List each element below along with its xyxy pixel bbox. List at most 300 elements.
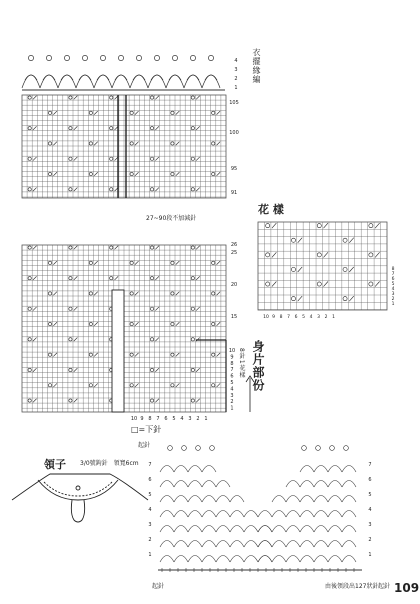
yarn-over-symbol [48, 322, 51, 325]
decrease-symbol [74, 338, 78, 342]
chain-arc [300, 541, 314, 548]
decrease-symbol [53, 353, 57, 357]
scallop-inner-arc [205, 75, 217, 80]
picot-loop [82, 55, 87, 60]
decrease-symbol [196, 276, 200, 280]
chain-arc [328, 541, 342, 548]
picot-loop [210, 446, 215, 451]
yarn-over-symbol [369, 282, 373, 286]
yarn-over-symbol [171, 322, 174, 325]
decrease-symbol [135, 111, 139, 115]
chain-arc [202, 511, 216, 518]
decrease-symbol [33, 126, 37, 130]
decrease-symbol [53, 322, 57, 326]
body-column-number: 9 [140, 416, 144, 422]
yarn-over-symbol [291, 297, 295, 301]
pattern-grid [258, 222, 387, 310]
decrease-symbol [94, 292, 98, 296]
chain-arc [272, 526, 286, 533]
picot-loop [182, 446, 187, 451]
decrease-symbol [349, 238, 354, 243]
scallop-inner-arc [79, 75, 91, 80]
chain-arc [202, 466, 216, 473]
yarn-over-symbol [212, 142, 215, 145]
pattern-column-number: 8 [279, 315, 283, 320]
yarn-over-symbol [191, 368, 194, 371]
decrease-symbol [94, 172, 98, 176]
yarn-over-symbol [89, 322, 92, 325]
yarn-over-symbol [291, 267, 295, 271]
decrease-symbol [33, 96, 37, 100]
pattern-row-number: 3 [391, 292, 395, 297]
decrease-symbol [135, 142, 139, 146]
chain-arc [300, 526, 314, 533]
collar-left-row-number: 6 [148, 477, 152, 483]
chain-arc [188, 511, 202, 518]
yarn-over-symbol [69, 338, 72, 341]
yarn-over-symbol [212, 384, 215, 387]
decrease-symbol [155, 157, 159, 161]
decrease-symbol [217, 172, 221, 176]
yarn-over-symbol [28, 399, 31, 402]
chain-arc [342, 481, 356, 488]
chain-arc [188, 556, 202, 563]
keyhole-opening [71, 500, 84, 522]
chain-arc [314, 481, 328, 488]
scallop-inner-arc [25, 75, 37, 80]
start-note-top: 起針 [138, 442, 151, 449]
chain-arc [188, 541, 202, 548]
yarn-over-symbol [130, 384, 133, 387]
chain-arc [188, 481, 202, 488]
yarn-over-symbol [150, 246, 153, 249]
chain-arc [314, 556, 328, 563]
chain-arc [160, 556, 174, 563]
chain-arc [300, 466, 314, 473]
pattern-column-number: 3 [317, 315, 320, 320]
yarn-over-symbol [110, 188, 113, 191]
yarn-over-symbol [48, 292, 51, 295]
decrease-symbol [155, 126, 159, 130]
page-number: 109 [394, 581, 420, 595]
decrease-symbol [53, 383, 57, 387]
collar-bottom-note: 由後領段出127狀針 [325, 583, 379, 590]
decrease-symbol [94, 142, 98, 146]
scallop-arc [94, 75, 112, 88]
yarn-over-symbol [212, 353, 215, 356]
pattern-row-number: 8 [391, 267, 395, 272]
chain-arc [244, 511, 258, 518]
decrease-symbol [33, 246, 37, 250]
decrease-symbol [33, 399, 37, 403]
yarn-over-symbol [28, 127, 31, 130]
chain-arc [230, 556, 244, 563]
decrease-symbol [74, 368, 78, 372]
yarn-over-symbol [150, 399, 153, 402]
decrease-symbol [74, 157, 78, 161]
lower-row-number: 15 [230, 314, 238, 320]
yarn-over-symbol [28, 246, 31, 249]
decrease-symbol [217, 111, 221, 115]
chain-arc [342, 526, 356, 533]
decrease-symbol [74, 188, 78, 192]
chain-arc [286, 496, 300, 503]
chain-arc [272, 496, 286, 503]
decrease-symbol [217, 322, 221, 326]
lower-row-number: 26 [230, 242, 238, 248]
yarn-over-symbol [212, 111, 215, 114]
decrease-symbol [155, 368, 159, 372]
chain-arc [258, 541, 272, 548]
yarn-over-symbol [343, 238, 347, 242]
body-column-number: 3 [188, 416, 192, 422]
chain-arc [314, 496, 328, 503]
chain-arc [300, 481, 314, 488]
repeat-note: 8針1花樣 [238, 348, 245, 379]
yarn-over-symbol [171, 172, 174, 175]
collar-right-row-number: 1 [368, 552, 372, 558]
yarn-over-symbol [150, 127, 153, 130]
trim-edge-scallops [22, 55, 225, 90]
yarn-over-symbol [212, 292, 215, 295]
chain-arc [342, 466, 356, 473]
picot-loop [118, 55, 123, 60]
decrease-symbol [196, 368, 200, 372]
yarn-over-symbol [69, 157, 72, 160]
yarn-over-symbol [171, 261, 174, 264]
legend-knit-stitch: □=下針 [131, 425, 162, 434]
chain-arc [328, 466, 342, 473]
yarn-over-symbol [89, 384, 92, 387]
picot-loop [28, 55, 33, 60]
decrease-symbol [74, 307, 78, 311]
trim-row-number: 2 [234, 76, 238, 82]
decrease-symbol [33, 188, 37, 192]
decrease-symbol [135, 261, 139, 265]
chain-arc [202, 496, 216, 503]
decrease-symbol [272, 252, 277, 257]
decrease-symbol [155, 276, 159, 280]
chain-arc [286, 526, 300, 533]
decrease-symbol [375, 281, 380, 286]
decrease-symbol [53, 261, 57, 265]
chain-arc [328, 526, 342, 533]
body-column-number: 5 [172, 416, 176, 422]
yarn-over-symbol [212, 261, 215, 264]
chain-arc [216, 481, 230, 488]
yarn-over-symbol [369, 253, 373, 257]
chain-arc [230, 526, 244, 533]
scallop-arc [166, 75, 184, 88]
yarn-over-symbol [191, 96, 194, 99]
start-note-bottom: 起針 [152, 583, 165, 590]
yarn-over-symbol [150, 96, 153, 99]
upper-row-number: 95 [230, 166, 238, 172]
yarn-over-symbol [266, 224, 270, 228]
yarn-over-symbol [28, 96, 31, 99]
picot-loop [196, 446, 201, 451]
decrease-symbol [217, 261, 221, 265]
yarn-over-symbol [191, 246, 194, 249]
chain-arc [202, 541, 216, 548]
chain-arc [342, 556, 356, 563]
collar-left-row-number: 1 [148, 552, 152, 558]
chain-arc [174, 556, 188, 563]
chain-arc [244, 526, 258, 533]
picot-loop [136, 55, 141, 60]
decrease-symbol [176, 292, 180, 296]
chain-arc [160, 496, 174, 503]
yarn-over-symbol [130, 353, 133, 356]
bottom-row-number: 2 [230, 399, 234, 406]
yarn-over-symbol [110, 157, 113, 160]
chain-arc [188, 526, 202, 533]
decrease-symbol [74, 246, 78, 250]
scallop-arc [58, 75, 76, 88]
decrease-symbol [94, 261, 98, 265]
yarn-over-symbol [171, 111, 174, 114]
collar-left-row-number: 2 [148, 537, 152, 543]
collar-button [76, 486, 80, 490]
yarn-over-symbol [89, 172, 92, 175]
decrease-symbol [196, 126, 200, 130]
yarn-over-symbol [28, 368, 31, 371]
pattern-row-number: 6 [391, 277, 395, 282]
chain-arc [230, 511, 244, 518]
yarn-over-symbol [69, 277, 72, 280]
body-column-number: 8 [148, 416, 152, 422]
decrease-symbol [94, 383, 98, 387]
decrease-symbol [196, 399, 200, 403]
scallop-arc [40, 75, 58, 88]
scallop-arc [202, 75, 220, 88]
yarn-over-symbol [110, 96, 113, 99]
decrease-symbol [298, 238, 303, 243]
yarn-over-symbol [89, 261, 92, 264]
decrease-symbol [375, 223, 380, 228]
picot-loop [344, 446, 349, 451]
chain-arc [244, 541, 258, 548]
yarn-over-symbol [171, 142, 174, 145]
upper-body-grid [22, 95, 226, 198]
picot-loop [100, 55, 105, 60]
decrease-symbol [94, 111, 98, 115]
yarn-over-symbol [150, 277, 153, 280]
decrease-symbol [323, 223, 328, 228]
decrease-symbol [74, 126, 78, 130]
collar-right-row-number: 2 [368, 537, 372, 543]
scallop-arc [184, 75, 202, 88]
yarn-over-symbol [150, 368, 153, 371]
scallop-inner-arc [97, 75, 109, 80]
yarn-over-symbol [171, 384, 174, 387]
decrease-symbol [375, 252, 380, 257]
decrease-symbol [272, 281, 277, 286]
pattern-column-number: 2 [324, 315, 328, 320]
yarn-over-symbol [317, 282, 321, 286]
chain-arc [174, 511, 188, 518]
decrease-symbol [176, 172, 180, 176]
chain-arc [160, 541, 174, 548]
picot-loop [168, 446, 173, 451]
decrease-symbol [155, 338, 159, 342]
chain-arc [272, 541, 286, 548]
decrease-symbol [33, 368, 37, 372]
collar-left-row-number: 4 [148, 507, 152, 513]
pattern-column-number: 1 [332, 315, 335, 320]
scallop-arc [76, 75, 94, 88]
chain-arc [216, 511, 230, 518]
decrease-symbol [94, 353, 98, 357]
collar-right-row-number: 5 [368, 492, 372, 498]
pattern-title: 花 樣 [258, 203, 284, 216]
decrease-symbol [155, 399, 159, 403]
decrease-symbol [53, 292, 57, 296]
collar-left-row-number: 3 [148, 522, 152, 528]
decrease-symbol [74, 276, 78, 280]
scallop-arc [130, 75, 148, 88]
body-piece-label: 身片部份 [251, 340, 265, 392]
chain-arc [230, 541, 244, 548]
yarn-over-symbol [48, 353, 51, 356]
chain-arc [202, 526, 216, 533]
yarn-over-symbol [191, 157, 194, 160]
decrease-symbol [135, 172, 139, 176]
collar-left-row-number: 5 [148, 492, 152, 498]
yarn-over-symbol [130, 111, 133, 114]
chain-arc [272, 556, 286, 563]
chain-arc [174, 526, 188, 533]
scallop-inner-arc [151, 75, 163, 80]
picot-loop [154, 55, 159, 60]
chain-arc [314, 466, 328, 473]
chain-arc [216, 541, 230, 548]
chain-arc [342, 496, 356, 503]
bottom-row-number: 3 [230, 392, 234, 399]
bottom-row-number: 7 [230, 367, 234, 374]
picot-loop [46, 55, 51, 60]
trim-edge-label: 衣擺緣編 [252, 48, 261, 84]
yarn-over-symbol [48, 384, 51, 387]
chain-arc [258, 526, 272, 533]
yarn-over-symbol [191, 338, 194, 341]
pattern-column-number: 9 [272, 315, 275, 320]
pattern-column-number: 4 [309, 315, 313, 320]
decrease-symbol [323, 252, 328, 257]
bottom-row-number: 6 [230, 373, 234, 380]
yarn-over-symbol [89, 142, 92, 145]
decrease-symbol [298, 296, 303, 301]
chain-arc [216, 556, 230, 563]
chain-arc [230, 496, 244, 503]
yarn-over-symbol [191, 277, 194, 280]
body-column-number: 1 [204, 416, 208, 422]
decrease-symbol [176, 322, 180, 326]
decrease-symbol [33, 157, 37, 161]
yarn-over-symbol [171, 353, 174, 356]
chain-arc [286, 511, 300, 518]
decrease-symbol [176, 383, 180, 387]
decrease-symbol [196, 188, 200, 192]
decrease-symbol [196, 307, 200, 311]
chain-arc [314, 511, 328, 518]
chain-arc [342, 511, 356, 518]
yarn-over-symbol [191, 127, 194, 130]
chain-arc [328, 481, 342, 488]
bottom-row-number: 9 [230, 354, 234, 361]
trim-row-number: 3 [234, 67, 238, 73]
trim-row-number: 4 [234, 58, 238, 64]
pattern-column-number: 10 [263, 315, 269, 320]
decrease-symbol [115, 246, 119, 250]
decrease-symbol [155, 96, 159, 100]
chain-arc [314, 541, 328, 548]
yarn-over-symbol [48, 142, 51, 145]
yarn-over-symbol [110, 277, 113, 280]
decrease-symbol [217, 142, 221, 146]
yarn-over-symbol [369, 224, 373, 228]
chain-arc [188, 466, 202, 473]
decrease-symbol [217, 353, 221, 357]
collar-right-row-number: 4 [368, 507, 372, 513]
chain-arc [286, 481, 300, 488]
bottom-row-number: 8 [230, 360, 234, 367]
bottom-row-number: 4 [230, 386, 234, 393]
yarn-over-symbol [212, 172, 215, 175]
yarn-over-symbol [150, 307, 153, 310]
yarn-over-symbol [130, 322, 133, 325]
chain-arc [174, 466, 188, 473]
chain-arc [328, 556, 342, 563]
decrease-symbol [176, 261, 180, 265]
chain-arc [314, 526, 328, 533]
yarn-over-symbol [130, 172, 133, 175]
scallop-inner-arc [187, 75, 199, 80]
yarn-over-symbol [171, 292, 174, 295]
chain-arc [160, 511, 174, 518]
upper-row-number: 100 [229, 130, 239, 136]
yarn-over-symbol [48, 172, 51, 175]
pattern-row-number: 5 [391, 282, 395, 287]
yarn-over-symbol [28, 277, 31, 280]
collar-right-row-number: 7 [368, 462, 372, 468]
collar-title: 領子 [44, 458, 66, 471]
decrease-symbol [135, 292, 139, 296]
upper-row-number: 105 [229, 100, 239, 106]
decrease-symbol [176, 111, 180, 115]
scallop-arc [112, 75, 130, 88]
chain-arc [342, 541, 356, 548]
decrease-symbol [272, 223, 277, 228]
pattern-column-number: 6 [294, 315, 298, 320]
yarn-over-symbol [89, 111, 92, 114]
yarn-over-symbol [130, 261, 133, 264]
chain-arc [160, 481, 174, 488]
decrease-symbol [349, 296, 354, 301]
scallop-inner-arc [61, 75, 73, 80]
chain-arc [174, 481, 188, 488]
start-note-right: 起針 [378, 583, 391, 590]
picot-loop [172, 55, 177, 60]
chain-arc [328, 496, 342, 503]
bottom-row-number: 10 [228, 348, 236, 354]
yarn-over-symbol [266, 253, 270, 257]
yarn-over-symbol [291, 238, 295, 242]
yarn-over-symbol [130, 292, 133, 295]
trim-row-number: 1 [234, 85, 238, 91]
decrease-symbol [217, 292, 221, 296]
decrease-symbol [155, 188, 159, 192]
